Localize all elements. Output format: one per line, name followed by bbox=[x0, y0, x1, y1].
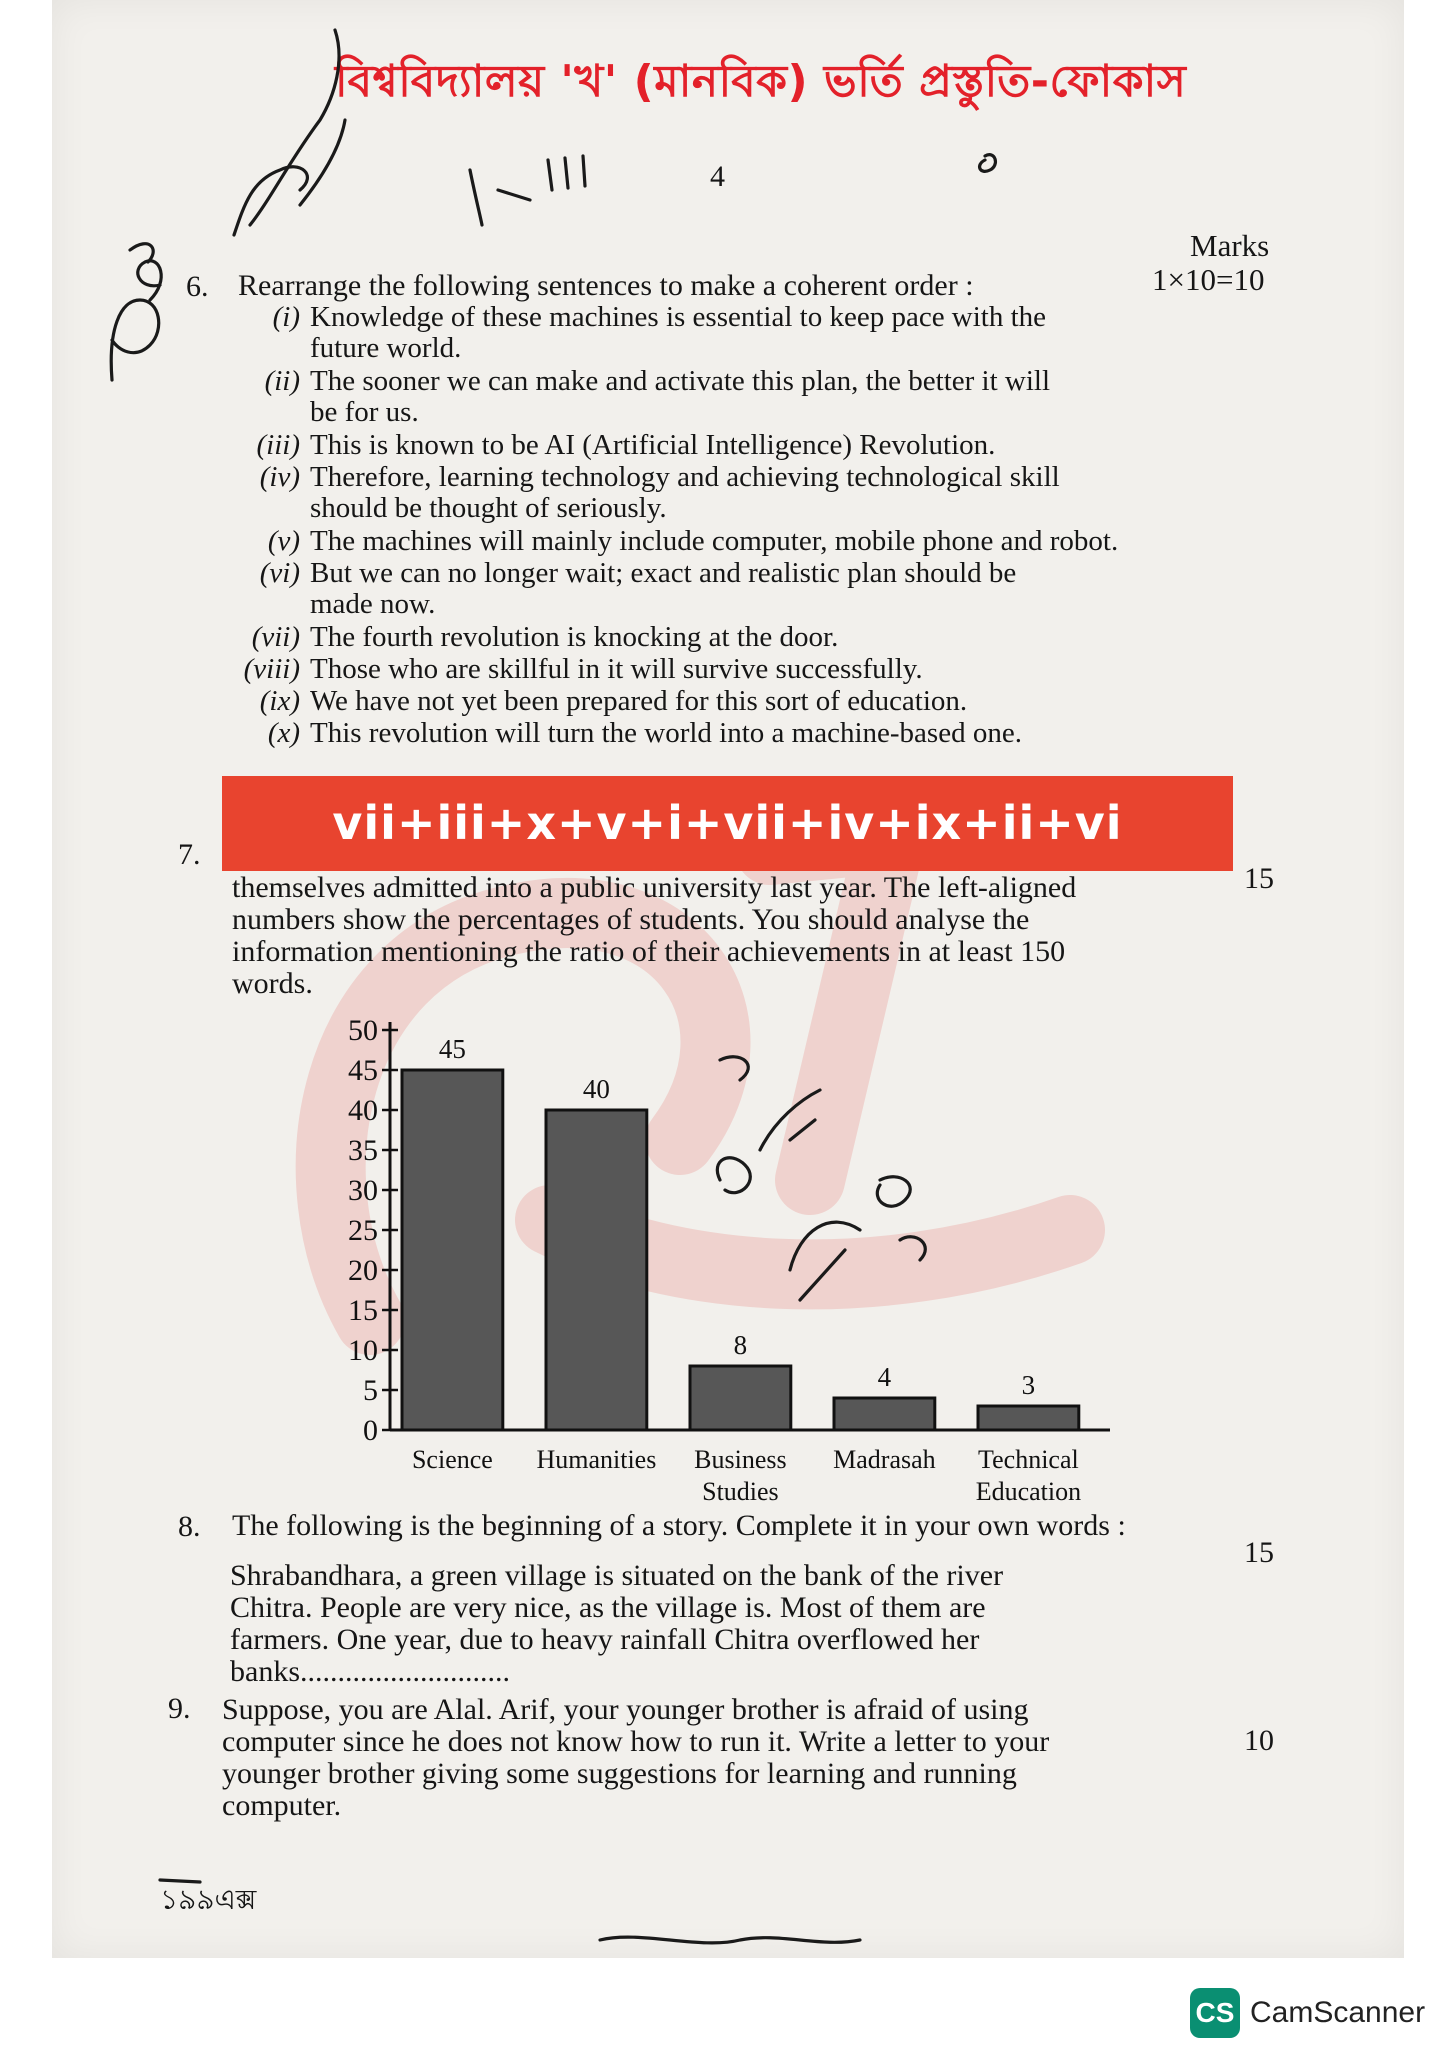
q6-sentence bbox=[238, 686, 1190, 717]
y-tick-label: 25 bbox=[348, 1214, 378, 1247]
q6-sentence-numeral: (v) bbox=[267, 525, 300, 557]
q7-number: 7. bbox=[178, 838, 201, 871]
q6-sentence bbox=[238, 654, 1190, 685]
q6-sentence-numeral: (iii) bbox=[256, 429, 300, 461]
q7-line: words. bbox=[232, 967, 313, 1000]
q7-marks: 15 bbox=[1244, 862, 1274, 895]
q6-sentence bbox=[238, 718, 1190, 749]
q6-sentence-text bbox=[310, 622, 1190, 653]
q8-story bbox=[230, 1560, 1185, 1688]
q6-sentence-numeral: (i) bbox=[272, 301, 300, 333]
q6-sentence-line: Knowledge of these machines is essential to keep pace with the bbox=[310, 301, 1047, 333]
q6-sentence bbox=[238, 302, 1190, 364]
q9-text bbox=[222, 1694, 1187, 1822]
x-category-label: Science bbox=[411, 1445, 493, 1474]
q9-line: computer since he does not know how to run it. Write a letter to your bbox=[222, 1725, 1050, 1758]
footer-code: ১৯৯এক্স bbox=[160, 1883, 257, 1916]
q6-sentence-text bbox=[310, 654, 1190, 685]
q6-sentence bbox=[238, 558, 1190, 620]
q8-marks: 15 bbox=[1244, 1536, 1274, 1569]
q6-sentence-line: made now. bbox=[310, 588, 436, 620]
q6-sentence bbox=[238, 366, 1190, 428]
q6-sentence-numeral: (vi) bbox=[259, 557, 300, 589]
q6-number: 6. bbox=[186, 270, 209, 303]
bar-value-label: 40 bbox=[582, 1074, 610, 1104]
y-tick-label: 30 bbox=[348, 1174, 378, 1207]
q6-sentence-numeral: (x) bbox=[267, 717, 300, 749]
bar bbox=[546, 1110, 647, 1430]
q6-sentence bbox=[238, 430, 1190, 461]
page-number: 4 bbox=[710, 160, 725, 193]
q7-text bbox=[232, 872, 1182, 1000]
x-category-label: Education bbox=[975, 1477, 1082, 1506]
y-tick-label: 5 bbox=[363, 1374, 378, 1407]
bar bbox=[690, 1366, 791, 1430]
q6-sentence bbox=[238, 622, 1190, 653]
bar bbox=[978, 1406, 1079, 1430]
q6-sentence-line: The machines will mainly include computer, mobile phone and robot. bbox=[310, 525, 1119, 557]
q6-sentence-line: The sooner we can make and activate this plan, the better it will bbox=[310, 365, 1051, 397]
bar bbox=[402, 1070, 503, 1430]
bar-value-label: 3 bbox=[1021, 1370, 1036, 1400]
y-tick-label: 10 bbox=[348, 1334, 378, 1367]
x-category-label: Studies bbox=[702, 1477, 779, 1506]
q6-sentence-line: The fourth revolution is knocking at the door. bbox=[310, 621, 839, 653]
q6-sentence bbox=[238, 526, 1190, 557]
camscanner-logo: CS bbox=[1190, 1988, 1240, 2038]
q7-line: numbers show the percentages of students. You should analyse the bbox=[232, 903, 1030, 936]
q6-sentence-text bbox=[310, 718, 1190, 749]
q7-line: information mentioning the ratio of their achievements in at least 150 bbox=[232, 935, 1066, 968]
x-category-label: Business bbox=[694, 1445, 787, 1474]
q6-sentence-text bbox=[310, 558, 1190, 620]
q6-sentence-text bbox=[310, 302, 1190, 364]
page-heading: বিশ্ববিদ্যালয় 'খ' (মানবিক) ভর্তি প্রস্তুতি-ফোকাস bbox=[335, 56, 1187, 107]
q8-line: Shrabandhara, a green village is situated on the bank of the river bbox=[230, 1559, 1004, 1592]
y-tick-label: 40 bbox=[348, 1094, 378, 1127]
q6-sentence-line: be for us. bbox=[310, 396, 419, 428]
q6-sentence-line: This is known to be AI (Artificial Intelligence) Revolution. bbox=[310, 429, 996, 461]
q6-sentence-line: should be thought of seriously. bbox=[310, 492, 667, 524]
q6-sentence-line: Those who are skillful in it will survive successfully. bbox=[310, 653, 923, 685]
answer-banner: vii+iii+x+v+i+vii+iv+ix+ii+vi bbox=[222, 776, 1233, 871]
y-tick-label: 50 bbox=[348, 1014, 378, 1047]
bar-chart bbox=[320, 1010, 1120, 1520]
q9-line: Suppose, you are Alal. Arif, your younger brother is afraid of using bbox=[222, 1693, 1029, 1726]
x-category-label: Technical bbox=[978, 1445, 1079, 1474]
q9-marks: 10 bbox=[1244, 1724, 1274, 1757]
x-category-label: Humanities bbox=[536, 1445, 657, 1474]
y-tick-label: 35 bbox=[348, 1134, 378, 1167]
bar bbox=[834, 1398, 935, 1430]
q6-sentence-numeral: (ix) bbox=[259, 685, 300, 717]
q6-sentence-numeral: (ii) bbox=[264, 365, 300, 397]
q6-sentence-line: But we can no longer wait; exact and realistic plan should be bbox=[310, 557, 1017, 589]
q6-sentence-text bbox=[310, 430, 1190, 461]
q9-line: younger brother giving some suggestions for learning and running bbox=[222, 1757, 1017, 1790]
bar-value-label: 45 bbox=[438, 1034, 466, 1064]
q6-sentence bbox=[238, 462, 1190, 524]
x-category-label: Madrasah bbox=[833, 1445, 936, 1474]
q6-marks: 1×10=10 bbox=[1152, 262, 1265, 297]
y-tick-label: 15 bbox=[348, 1294, 378, 1327]
q6-sentence-text bbox=[310, 526, 1190, 557]
q8-line: farmers. One year, due to heavy rainfall Chitra overflowed her bbox=[230, 1623, 980, 1656]
q6-sentence-numeral: (viii) bbox=[243, 653, 300, 685]
bar-value-label: 4 bbox=[877, 1362, 892, 1392]
camscanner-name: CamScanner bbox=[1250, 1996, 1426, 2029]
q6-sentence-text bbox=[310, 366, 1190, 428]
q6-sentence-numeral: (iv) bbox=[259, 461, 300, 493]
q6-sentence-line: This revolution will turn the world into a machine-based one. bbox=[310, 717, 1022, 749]
q9-number: 9. bbox=[168, 1692, 191, 1725]
q6-sentence-text bbox=[310, 462, 1190, 524]
q8-prompt: The following is the beginning of a story. Complete it in your own words : bbox=[232, 1509, 1126, 1542]
q6-prompt: Rearrange the following sentences to make a coherent order : bbox=[238, 269, 974, 302]
y-tick-label: 45 bbox=[348, 1054, 378, 1087]
bar-value-label: 8 bbox=[733, 1330, 748, 1360]
q6-sentence-line: We have not yet been prepared for this sort of education. bbox=[310, 685, 968, 717]
q8-line: banks............................ bbox=[230, 1655, 510, 1688]
y-tick-label: 0 bbox=[363, 1414, 378, 1447]
q6-sentence-numeral: (vii) bbox=[251, 621, 300, 653]
q8-line: Chitra. People are very nice, as the village is. Most of them are bbox=[230, 1591, 986, 1624]
y-tick-label: 20 bbox=[348, 1254, 378, 1287]
q6-sentence-text bbox=[310, 686, 1190, 717]
q7-line: themselves admitted into a public university last year. The left-aligned bbox=[232, 871, 1077, 904]
marks-label: Marks bbox=[1190, 228, 1270, 263]
q6-sentence-line: future world. bbox=[310, 332, 462, 364]
q9-line: computer. bbox=[222, 1789, 342, 1822]
q8-number: 8. bbox=[178, 1510, 201, 1543]
q6-sentence-line: Therefore, learning technology and achieving technological skill bbox=[310, 461, 1060, 493]
